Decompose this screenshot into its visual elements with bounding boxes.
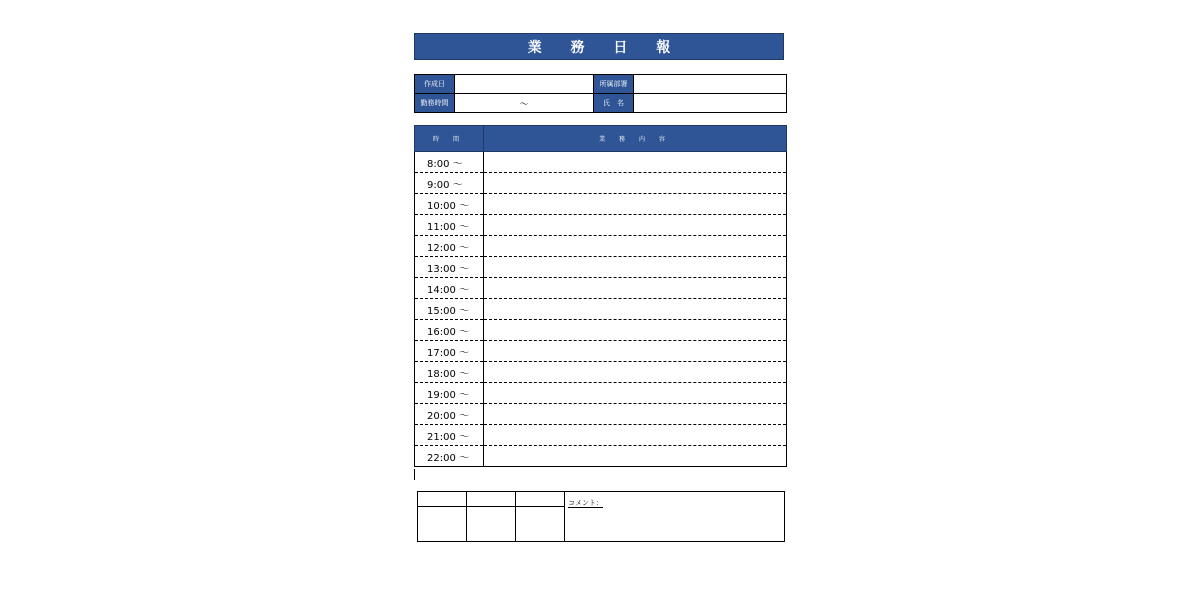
time-slot-label: 21:00 ～ [415,425,484,446]
schedule-row [415,341,787,362]
work-hours-field[interactable]: ～ [455,94,594,113]
margin-line [414,469,415,480]
time-slot-label: 12:00 ～ [415,236,484,257]
schedule-row [415,173,787,194]
approval-stamp-cell[interactable] [467,507,516,542]
time-slot-label: 10:00 ～ [415,194,484,215]
schedule-row [415,257,787,278]
schedule-row [415,299,787,320]
schedule-row [415,446,787,467]
task-content-field[interactable] [484,194,787,215]
approval-stamp-cell[interactable] [418,507,467,542]
name-label: 氏 名 [594,94,634,113]
task-content-field[interactable] [484,257,787,278]
time-slot-label: 14:00 ～ [415,278,484,299]
department-field[interactable] [634,75,787,94]
task-content-field[interactable] [484,299,787,320]
approval-table [417,491,785,542]
schedule-row [415,278,787,299]
schedule-table [414,125,787,467]
created-date-field[interactable] [455,75,594,94]
time-slot-label: 8:00 ～ [415,152,484,173]
task-content-field[interactable] [484,362,787,383]
schedule-row [415,425,787,446]
comment-label: コメント： [568,499,603,507]
approval-header-cell [516,492,565,507]
schedule-row [415,362,787,383]
time-slot-label: 20:00 ～ [415,404,484,425]
task-content-field[interactable] [484,236,787,257]
work-hours-label: 勤務時間 [415,94,455,113]
approval-header-cell [467,492,516,507]
time-slot-label: 22:00 ～ [415,446,484,467]
task-content-field[interactable] [484,341,787,362]
schedule-row [415,383,787,404]
department-label: 所属部署 [594,75,634,94]
time-slot-label: 15:00 ～ [415,299,484,320]
time-slot-label: 19:00 ～ [415,383,484,404]
time-slot-label: 11:00 ～ [415,215,484,236]
task-content-field[interactable] [484,278,787,299]
info-table [414,74,787,113]
name-field[interactable] [634,94,787,113]
schedule-row [415,236,787,257]
report-title: 業 務 日 報 [414,33,784,60]
task-content-field[interactable] [484,173,787,194]
content-header: 業 務 内 容 [484,126,787,152]
schedule-row [415,215,787,236]
schedule-row [415,194,787,215]
task-content-field[interactable] [484,215,787,236]
task-content-field[interactable] [484,152,787,173]
created-date-label: 作成日 [415,75,455,94]
time-slot-label: 9:00 ～ [415,173,484,194]
schedule-row [415,152,787,173]
task-content-field[interactable] [484,404,787,425]
schedule-row [415,320,787,341]
time-slot-label: 17:00 ～ [415,341,484,362]
time-slot-label: 16:00 ～ [415,320,484,341]
time-header: 時 間 [415,126,484,152]
task-content-field[interactable] [484,446,787,467]
approval-header-cell [418,492,467,507]
time-slot-label: 13:00 ～ [415,257,484,278]
time-slot-label: 18:00 ～ [415,362,484,383]
schedule-row [415,404,787,425]
task-content-field[interactable] [484,383,787,404]
task-content-field[interactable] [484,320,787,341]
task-content-field[interactable] [484,425,787,446]
comment-cell[interactable] [565,492,785,542]
approval-stamp-cell[interactable] [516,507,565,542]
